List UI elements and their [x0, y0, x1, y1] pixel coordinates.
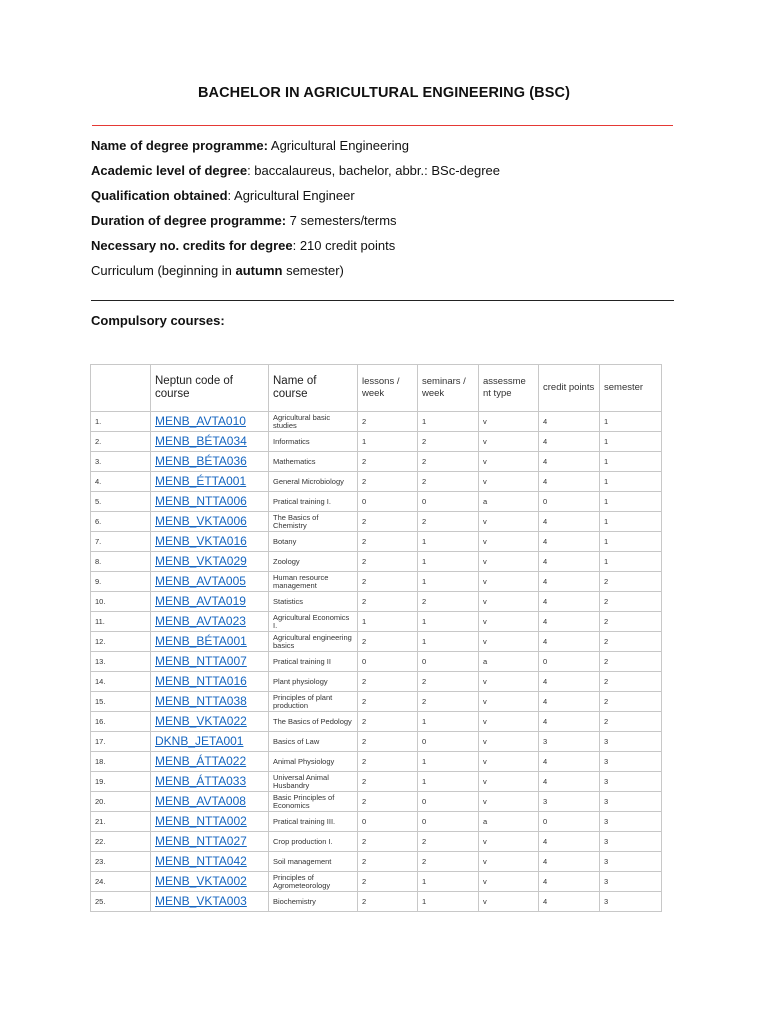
credits-cell: 4 [539, 412, 600, 432]
seminars-cell: 2 [418, 672, 479, 692]
course-code-link[interactable]: MENB_VKTA003 [151, 892, 269, 912]
course-code-link[interactable]: MENB_VKTA022 [151, 712, 269, 732]
course-name-cell: Pratical training I. [269, 492, 358, 512]
credits-cell: 4 [539, 532, 600, 552]
table-row [91, 512, 662, 532]
seminars-cell: 1 [418, 772, 479, 792]
table-row [91, 732, 662, 752]
table-header-row [91, 365, 662, 412]
course-code-link[interactable]: MENB_VKTA016 [151, 532, 269, 552]
semester-cell: 3 [600, 772, 662, 792]
course-code-link[interactable]: MENB_ÉTTA001 [151, 472, 269, 492]
semester-cell: 3 [600, 812, 662, 832]
credits-cell: 0 [539, 492, 600, 512]
course-name-cell: Pratical training II [269, 652, 358, 672]
table-row [91, 812, 662, 832]
row-number-cell: 25. [91, 892, 151, 912]
table-row [91, 612, 662, 632]
semester-cell: 1 [600, 412, 662, 432]
credits-cell: 4 [539, 832, 600, 852]
table-row [91, 472, 662, 492]
seminars-cell: 1 [418, 872, 479, 892]
course-name-cell: The Basics of Pedology [269, 712, 358, 732]
lessons-cell: 2 [358, 632, 418, 652]
table-row [91, 892, 662, 912]
course-code-link[interactable]: MENB_BÉTA034 [151, 432, 269, 452]
course-name-cell: Basic Principles of Economics [269, 792, 358, 812]
lessons-cell: 2 [358, 412, 418, 432]
lessons-cell: 2 [358, 672, 418, 692]
seminars-cell: 2 [418, 832, 479, 852]
lessons-cell: 2 [358, 832, 418, 852]
curriculum-suffix: semester) [282, 263, 344, 278]
table-row [91, 532, 662, 552]
seminars-cell: 1 [418, 572, 479, 592]
course-code-link[interactable]: MENB_NTTA007 [151, 652, 269, 672]
seminars-cell: 1 [418, 632, 479, 652]
table-row [91, 792, 662, 812]
assessment-cell: v [479, 712, 539, 732]
course-name-cell: Statistics [269, 592, 358, 612]
credits-line [91, 238, 395, 253]
lessons-cell: 2 [358, 752, 418, 772]
course-code-link[interactable]: MENB_VKTA002 [151, 872, 269, 892]
course-name-cell: Plant physiology [269, 672, 358, 692]
row-number-cell: 9. [91, 572, 151, 592]
assessment-cell: v [479, 852, 539, 872]
course-code-link[interactable]: MENB_BÉTA036 [151, 452, 269, 472]
seminars-cell: 1 [418, 532, 479, 552]
course-name-cell: Basics of Law [269, 732, 358, 752]
course-name-cell: The Basics of Chemistry [269, 512, 358, 532]
table-row [91, 752, 662, 772]
academic-level-line [91, 163, 500, 178]
assessment-cell: v [479, 732, 539, 752]
semester-cell: 2 [600, 712, 662, 732]
assessment-cell: v [479, 892, 539, 912]
lessons-cell: 0 [358, 652, 418, 672]
course-name-cell: Botany [269, 532, 358, 552]
assessment-cell: v [479, 872, 539, 892]
table-row [91, 492, 662, 512]
seminars-cell: 1 [418, 892, 479, 912]
semester-cell: 3 [600, 732, 662, 752]
table-row [91, 432, 662, 452]
table-row [91, 672, 662, 692]
assessment-cell: v [479, 432, 539, 452]
credits-cell: 4 [539, 592, 600, 612]
course-name-cell: Universal Animal Husbandry [269, 772, 358, 792]
seminars-cell: 2 [418, 472, 479, 492]
row-number-cell: 11. [91, 612, 151, 632]
lessons-cell: 0 [358, 492, 418, 512]
assessment-cell: a [479, 652, 539, 672]
semester-cell: 2 [600, 592, 662, 612]
duration-line [91, 213, 397, 228]
assessment-cell: v [479, 792, 539, 812]
table-row [91, 452, 662, 472]
row-number-cell: 14. [91, 672, 151, 692]
assessment-cell: v [479, 772, 539, 792]
qualification-label: Qualification obtained [91, 188, 228, 203]
lessons-cell: 2 [358, 872, 418, 892]
credits-cell: 0 [539, 812, 600, 832]
credits-cell: 4 [539, 772, 600, 792]
header-semester: semester [600, 365, 662, 412]
lessons-cell: 2 [358, 572, 418, 592]
course-name-cell: Principles of plant production [269, 692, 358, 712]
credits-label: Necessary no. credits for degree [91, 238, 293, 253]
seminars-cell: 1 [418, 552, 479, 572]
document-title: BACHELOR IN AGRICULTURAL ENGINEERING (BSC) [197, 85, 571, 101]
course-code-link[interactable]: MENB_VKTA029 [151, 552, 269, 572]
table-row [91, 692, 662, 712]
course-code-link[interactable]: MENB_NTTA038 [151, 692, 269, 712]
semester-cell: 3 [600, 792, 662, 812]
table-row [91, 832, 662, 852]
lessons-cell: 2 [358, 592, 418, 612]
seminars-cell: 2 [418, 512, 479, 532]
credits-cell: 4 [539, 432, 600, 452]
assessment-cell: v [479, 632, 539, 652]
compulsory-heading: Compulsory courses: [91, 313, 225, 328]
course-name-cell: Animal Physiology [269, 752, 358, 772]
credits-cell: 4 [539, 452, 600, 472]
course-code-link[interactable]: MENB_AVTA010 [151, 412, 269, 432]
assessment-cell: v [479, 692, 539, 712]
assessment-cell: v [479, 452, 539, 472]
lessons-cell: 2 [358, 892, 418, 912]
course-code-link[interactable]: MENB_NTTA002 [151, 812, 269, 832]
table-row [91, 572, 662, 592]
lessons-cell: 2 [358, 512, 418, 532]
lessons-cell: 2 [358, 692, 418, 712]
table-row [91, 712, 662, 732]
course-name-cell: Mathematics [269, 452, 358, 472]
row-number-cell: 2. [91, 432, 151, 452]
credits-cell: 4 [539, 612, 600, 632]
row-number-cell: 17. [91, 732, 151, 752]
lessons-cell: 2 [358, 792, 418, 812]
course-code-link[interactable]: MENB_NTTA016 [151, 672, 269, 692]
course-code-link[interactable]: MENB_AVTA019 [151, 592, 269, 612]
table-row [91, 412, 662, 432]
assessment-cell: a [479, 812, 539, 832]
credits-cell: 3 [539, 792, 600, 812]
course-code-link[interactable]: MENB_BÉTA001 [151, 632, 269, 652]
row-number-cell: 15. [91, 692, 151, 712]
semester-cell: 3 [600, 852, 662, 872]
course-code-link[interactable]: DKNB_JETA001 [151, 732, 269, 752]
seminars-cell: 0 [418, 812, 479, 832]
course-name-cell: Biochemistry [269, 892, 358, 912]
assessment-cell: v [479, 672, 539, 692]
credits-cell: 4 [539, 692, 600, 712]
semester-cell: 1 [600, 492, 662, 512]
seminars-cell: 2 [418, 432, 479, 452]
lessons-cell: 2 [358, 712, 418, 732]
course-code-link[interactable]: MENB_AVTA008 [151, 792, 269, 812]
course-name-cell: Pratical training III. [269, 812, 358, 832]
assessment-cell: v [479, 552, 539, 572]
seminars-cell: 1 [418, 712, 479, 732]
seminars-cell: 0 [418, 792, 479, 812]
row-number-cell: 23. [91, 852, 151, 872]
course-name-cell: Agricultural Economics I. [269, 612, 358, 632]
semester-cell: 1 [600, 472, 662, 492]
semester-cell: 2 [600, 632, 662, 652]
credits-cell: 4 [539, 672, 600, 692]
table-row [91, 872, 662, 892]
course-code-link[interactable]: MENB_NTTA042 [151, 852, 269, 872]
row-number-cell: 19. [91, 772, 151, 792]
seminars-cell: 2 [418, 592, 479, 612]
row-number-cell: 16. [91, 712, 151, 732]
curriculum-prefix: Curriculum (beginning in [91, 263, 236, 278]
credits-cell: 0 [539, 652, 600, 672]
lessons-cell: 2 [358, 532, 418, 552]
course-code-link[interactable]: MENB_AVTA005 [151, 572, 269, 592]
semester-cell: 2 [600, 672, 662, 692]
semester-cell: 2 [600, 692, 662, 712]
credits-cell: 4 [539, 852, 600, 872]
table-body [91, 412, 662, 912]
course-name-cell: Zoology [269, 552, 358, 572]
academic-level-value: : baccalaureus, bachelor, abbr.: BSc-degree [247, 163, 501, 178]
lessons-cell: 1 [358, 432, 418, 452]
credits-cell: 4 [539, 572, 600, 592]
seminars-cell: 2 [418, 452, 479, 472]
row-number-cell: 1. [91, 412, 151, 432]
header-lessons: lessons / week [358, 365, 418, 412]
duration-label: Duration of degree programme: [91, 213, 287, 228]
course-code-link[interactable]: MENB_ÁTTA022 [151, 752, 269, 772]
curriculum-emphasis: autumn [235, 263, 283, 278]
section-divider [91, 300, 674, 301]
courses-table [90, 364, 662, 912]
degree-name-label: Name of degree programme: [91, 138, 268, 153]
seminars-cell: 1 [418, 412, 479, 432]
assessment-cell: v [479, 572, 539, 592]
row-number-cell: 8. [91, 552, 151, 572]
course-code-link[interactable]: MENB_VKTA006 [151, 512, 269, 532]
credits-cell: 4 [539, 512, 600, 532]
credits-cell: 4 [539, 892, 600, 912]
degree-name-value: Agricultural Engineering [268, 138, 409, 153]
qualification-value: : Agricultural Engineer [227, 188, 355, 203]
row-number-cell: 18. [91, 752, 151, 772]
header-assessment: assessme nt type [479, 365, 539, 412]
assessment-cell: v [479, 752, 539, 772]
credits-value: : 210 credit points [292, 238, 396, 253]
course-name-cell: General Microbiology [269, 472, 358, 492]
semester-cell: 1 [600, 512, 662, 532]
course-code-link[interactable]: MENB_ÁTTA033 [151, 772, 269, 792]
seminars-cell: 2 [418, 852, 479, 872]
qualification-line [91, 188, 355, 203]
header-code: Neptun code of course [151, 365, 269, 412]
seminars-cell: 2 [418, 692, 479, 712]
header-number [91, 365, 151, 412]
lessons-cell: 2 [358, 852, 418, 872]
row-number-cell: 20. [91, 792, 151, 812]
seminars-cell: 1 [418, 612, 479, 632]
table-row [91, 652, 662, 672]
semester-cell: 1 [600, 552, 662, 572]
course-name-cell: Human resource management [269, 572, 358, 592]
assessment-cell: v [479, 832, 539, 852]
course-name-cell: Principles of Agrometeorology [269, 872, 358, 892]
table-row [91, 592, 662, 612]
semester-cell: 2 [600, 572, 662, 592]
degree-name-line [91, 138, 409, 153]
lessons-cell: 2 [358, 452, 418, 472]
credits-cell: 4 [539, 712, 600, 732]
title-divider [92, 125, 673, 126]
assessment-cell: v [479, 592, 539, 612]
lessons-cell: 2 [358, 552, 418, 572]
header-credits: credit points [539, 365, 600, 412]
row-number-cell: 10. [91, 592, 151, 612]
assessment-cell: v [479, 472, 539, 492]
seminars-cell: 1 [418, 752, 479, 772]
row-number-cell: 6. [91, 512, 151, 532]
row-number-cell: 12. [91, 632, 151, 652]
lessons-cell: 2 [358, 472, 418, 492]
row-number-cell: 7. [91, 532, 151, 552]
academic-level-label: Academic level of degree [91, 163, 248, 178]
semester-cell: 1 [600, 452, 662, 472]
course-name-cell: Soil management [269, 852, 358, 872]
credits-cell: 4 [539, 472, 600, 492]
row-number-cell: 3. [91, 452, 151, 472]
semester-cell: 1 [600, 532, 662, 552]
header-name: Name of course [269, 365, 358, 412]
table-row [91, 772, 662, 792]
seminars-cell: 0 [418, 492, 479, 512]
semester-cell: 3 [600, 752, 662, 772]
header-seminars: seminars / week [418, 365, 479, 412]
lessons-cell: 2 [358, 772, 418, 792]
semester-cell: 2 [600, 652, 662, 672]
table-row [91, 632, 662, 652]
course-name-cell: Agricultural engineering basics [269, 632, 358, 652]
course-code-link[interactable]: MENB_AVTA023 [151, 612, 269, 632]
assessment-cell: v [479, 612, 539, 632]
semester-cell: 3 [600, 832, 662, 852]
row-number-cell: 4. [91, 472, 151, 492]
credits-cell: 4 [539, 752, 600, 772]
credits-cell: 4 [539, 632, 600, 652]
assessment-cell: a [479, 492, 539, 512]
row-number-cell: 13. [91, 652, 151, 672]
row-number-cell: 5. [91, 492, 151, 512]
course-name-cell: Informatics [269, 432, 358, 452]
course-name-cell: Agricultural basic studies [269, 412, 358, 432]
course-code-link[interactable]: MENB_NTTA006 [151, 492, 269, 512]
credits-cell: 3 [539, 732, 600, 752]
table-row [91, 852, 662, 872]
semester-cell: 1 [600, 432, 662, 452]
course-name-cell: Crop production I. [269, 832, 358, 852]
assessment-cell: v [479, 412, 539, 432]
assessment-cell: v [479, 532, 539, 552]
curriculum-line [91, 263, 344, 278]
table-row [91, 552, 662, 572]
seminars-cell: 0 [418, 732, 479, 752]
lessons-cell: 2 [358, 732, 418, 752]
row-number-cell: 22. [91, 832, 151, 852]
row-number-cell: 21. [91, 812, 151, 832]
semester-cell: 3 [600, 872, 662, 892]
seminars-cell: 0 [418, 652, 479, 672]
course-code-link[interactable]: MENB_NTTA027 [151, 832, 269, 852]
lessons-cell: 0 [358, 812, 418, 832]
lessons-cell: 1 [358, 612, 418, 632]
semester-cell: 2 [600, 612, 662, 632]
credits-cell: 4 [539, 872, 600, 892]
assessment-cell: v [479, 512, 539, 532]
row-number-cell: 24. [91, 872, 151, 892]
semester-cell: 3 [600, 892, 662, 912]
duration-value: 7 semesters/terms [286, 213, 397, 228]
credits-cell: 4 [539, 552, 600, 572]
